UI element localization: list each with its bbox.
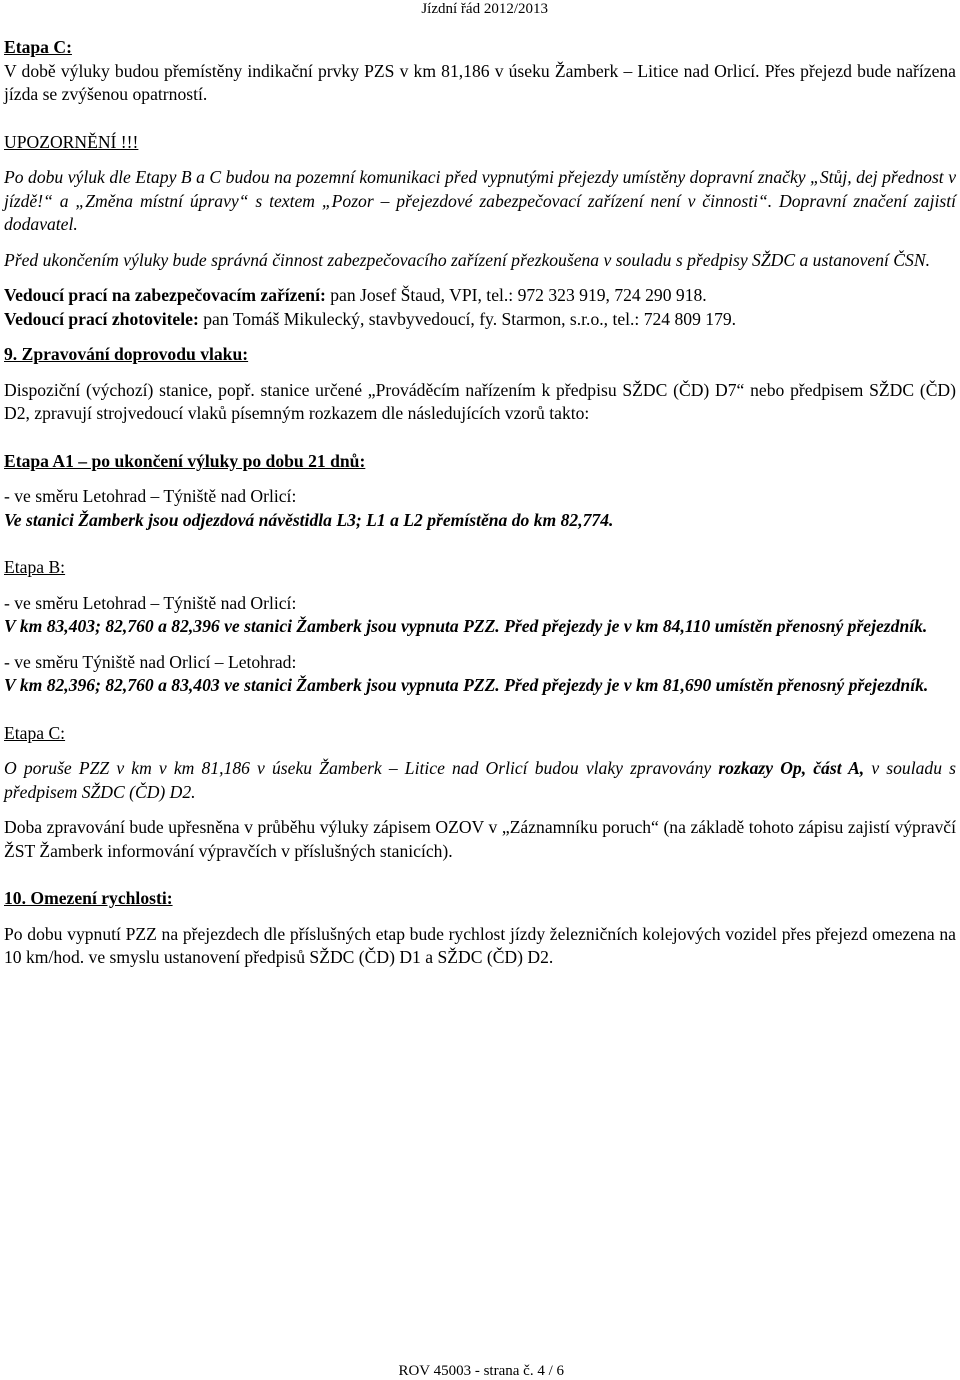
- page-footer: ROV 45003 - strana č. 4 / 6: [398, 1363, 564, 1379]
- etapa-c2-note: Doba zpravování bude upřesněna v průběhu výluky zápisem OZOV v „Záznamníku poruch“ (na základě tohoto zápisu zajistí výpravčí ŽST Žamberk informování výpravčích v příslušných stanicích).: [4, 817, 956, 861]
- contact-1-label: Vedoucí prací na zabezpečovacím zařízení:: [4, 285, 326, 305]
- etapa-b-direction-1: - ve směru Letohrad – Týniště nad Orlicí:: [4, 592, 297, 613]
- contact-line-2: [4, 308, 956, 332]
- etapa-c2-text: [4, 757, 956, 804]
- etapa-b-heading: Etapa B:: [4, 557, 66, 577]
- etapa-b-text-1: V km 83,403; 82,760 a 82,396 ve stanici Žamberk jsou vypnuta PZZ. Před přejezdy je v km 84,110 umístěn přenosný přejezdník.: [4, 616, 928, 636]
- etapa-a1-heading: Etapa A1 – po ukončení výluky po dobu 21 dnů:: [4, 450, 366, 471]
- etapa-c-heading: Etapa C:: [4, 37, 72, 57]
- etapa-c2-text-c: v souladu s předpisem SŽDC (ČD) D2.: [4, 758, 956, 802]
- etapa-c-paragraph: V době výluky budou přemístěny indikační prvky PZS v km 81,186 v úseku Žamberk – Litice nad Orlicí. Přes přejezd bude nařízena jízda se zvýšenou opatrností.: [4, 60, 956, 104]
- contact-line-1: [4, 284, 956, 308]
- etapa-b-text-2: V km 82,396; 82,760 a 83,403 ve stanici Žamberk jsou vypnuta PZZ. Před přejezdy je v km 81,690 umístěn přenosný přejezdník.: [4, 675, 929, 695]
- etapa-b-direction-2: - ve směru Týniště nad Orlicí – Letohrad:: [4, 651, 297, 672]
- section-10-heading: 10. Omezení rychlosti:: [4, 888, 173, 908]
- section-9-heading: 9. Zpravování doprovodu vlaku:: [4, 344, 249, 364]
- etapa-c2-text-b: rozkazy Op, část A,: [718, 758, 865, 778]
- etapa-a1-direction: - ve směru Letohrad – Týniště nad Orlicí:: [4, 486, 297, 506]
- page-header: Jízdní řád 2012/2013: [421, 1, 548, 17]
- warning-heading: UPOZORNĚNÍ !!!: [4, 131, 139, 152]
- etapa-a1-text: Ve stanici Žamberk jsou odjezdová návěstidla L3; L1 a L2 přemístěna do km 82,774.: [4, 509, 614, 530]
- etapa-c2-heading: Etapa C:: [4, 722, 66, 743]
- section-10-text: Po dobu vypnutí PZZ na přejezdech dle příslušných etap bude rychlost jízdy železničních kolejových vozidel přes přejezd omezena na 10 km/hod. ve smyslu ustanovení předpisů SŽDC (ČD) D1 a SŽDC (ČD) D2.: [4, 923, 956, 967]
- contact-1-value: pan Josef Štaud, VPI, tel.: 972 323 919, 724 290 918.: [325, 285, 707, 305]
- warning-paragraph-1: Po dobu výluk dle Etapy B a C budou na pozemní komunikaci před vypnutými přejezdy umístěny dopravní značky „Stůj, dej přednost v jízdě!“ a „Změna místní úpravy“ s textem „Pozor – přejezdové zabezpečovací zařízení není v činnosti“. Dopravní značení zajistí dodavatel.: [4, 167, 956, 234]
- etapa-c2-text-a: O poruše PZZ v km v km 81,186 v úseku Žamberk – Litice nad Orlicí budou vlaky zpravovány: [4, 758, 719, 778]
- warning-paragraph-2: Před ukončením výluky bude správná činnost zabezpečovacího zařízení přezkoušena v souladu s předpisy SŽDC a ustanovení ČSN.: [4, 249, 930, 270]
- document-body: [4, 36, 956, 970]
- contact-2-value: pan Tomáš Mikulecký, stavbyvedoucí, fy. Starmon, s.r.o., tel.: 724 809 179.: [198, 308, 737, 329]
- contact-2-label: Vedoucí prací zhotovitele:: [4, 308, 199, 329]
- section-9-intro: Dispoziční (výchozí) stanice, popř. stanice určené „Prováděcím nařízením k předpisu SŽDC (ČD) D7“ nebo předpisem SŽDC (ČD) D2, zpravují strojvedoucí vlaků písemným rozkazem dle následujících vzorů takto:: [4, 379, 956, 423]
